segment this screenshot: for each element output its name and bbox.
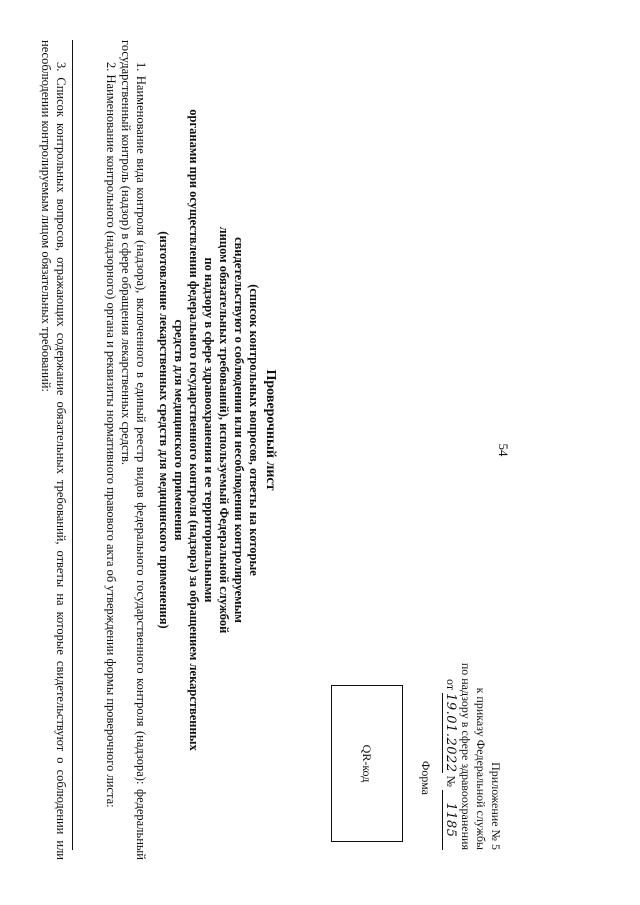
- qr-code-label: QR-код: [360, 744, 375, 783]
- number-prefix: №: [444, 775, 458, 787]
- appendix-block: [442, 663, 503, 850]
- document-title-block: [156, 60, 278, 800]
- date-value: 19.01.2022: [443, 693, 458, 773]
- item-1: 1. Наименование вида контроля (надзора), включенного в единый реестр видов федерального государственного контроля (надзора): федеральный государственный контроль (надзор) в сфере обращения лекарственных средств.: [119, 40, 148, 860]
- title-line-7: (изготовление лекарственных средств для медицинского применения): [157, 231, 171, 629]
- qr-code-box: [331, 685, 403, 842]
- appendix-date-line: [442, 663, 458, 850]
- form-label: Форма: [419, 760, 433, 795]
- numbered-items: [103, 40, 148, 860]
- section-divider: [72, 40, 73, 850]
- numbered-item-3-block: [38, 40, 68, 860]
- title-line-4: по надзору в сфере здравоохранения и ее территориальными: [202, 257, 216, 603]
- title-line-3: лицом обязательных требований), используемый Федеральной службой: [217, 226, 231, 634]
- page-number: 54: [496, 443, 511, 457]
- appendix-line-2: к приказу Федеральной службы: [474, 687, 488, 850]
- date-prefix: от: [444, 679, 458, 691]
- title-line-1: (список контрольных вопросов, ответы на которые: [247, 284, 261, 576]
- title-line-6: средств для медицинского применения: [172, 319, 186, 541]
- item-3: 3. Список контрольных вопросов, отражающих содержание обязательных требований, ответы на которые свидетельствуют о соблюдении или несоблюдении контролируемым лицом обязательных требований:: [39, 40, 68, 860]
- order-number: 1185: [442, 790, 458, 850]
- item-2: 2. Наименование контрольного (надзорного) органа и реквизиты нормативного правового акта об утверждении формы проверочного листа:: [104, 62, 118, 808]
- document-heading: Проверочный лист: [263, 369, 278, 491]
- rotated-document: [28, 20, 533, 880]
- appendix-line-1: Приложение № 5: [489, 762, 503, 850]
- appendix-line-3: по надзору в сфере здравоохранения: [459, 662, 473, 850]
- title-line-5: органами при осуществлении федерального государственного контроля (надзора) за обращением лекарственных: [187, 109, 201, 751]
- title-line-2: свидетельствуют о соблюдении или несоблюдении контролируемым: [232, 237, 246, 623]
